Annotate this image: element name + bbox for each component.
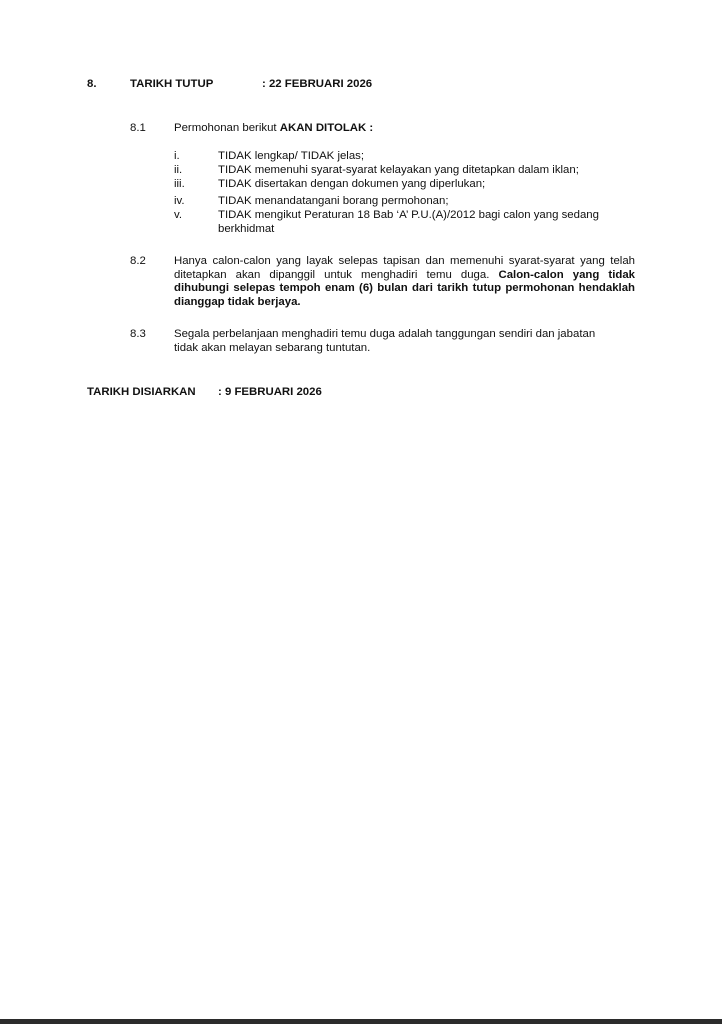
list-item-iv: TIDAK menandatangani borang permohonan; — [218, 195, 449, 207]
list-item-v: TIDAK mengikut Peraturan 18 Bab ‘A’ P.U.(A)/2012 bagi calon yang sedang berkhidmat — [218, 209, 599, 235]
item-8-2-number: 8.2 — [130, 255, 146, 267]
item-8-1-lead — [174, 122, 634, 136]
list-numeral-v: v. — [174, 209, 183, 221]
item-8-1-number: 8.1 — [130, 122, 146, 134]
list-numeral-iii: iii. — [174, 178, 185, 190]
list-numeral-iv: iv. — [174, 195, 185, 207]
closing-date: : 22 FEBRUARI 2026 — [262, 78, 373, 90]
list-item-i: TIDAK lengkap/ TIDAK jelas; — [218, 150, 365, 162]
publication-label: TARIKH DISIARKAN — [87, 386, 196, 398]
item-8-1-lead-bold: AKAN DITOLAK : — [279, 122, 374, 134]
section-number: 8. — [87, 78, 97, 90]
item-8-1-lead-text: Permohonan berikut — [174, 122, 280, 134]
publication-date: : 9 FEBRUARI 2026 — [218, 386, 322, 398]
list-numeral-i: i. — [174, 150, 180, 162]
item-8-2-bold-text: Calon-calon yang tidak dihubungi selepas tempoh enam (6) bulan dari tarikh tutup permohonan hendaklah dianggap tidak berjaya. — [174, 268, 635, 308]
list-item-ii: TIDAK memenuhi syarat-syarat kelayakan yang ditetapkan dalam iklan; — [218, 164, 579, 176]
item-8-2-paragraph — [174, 255, 635, 309]
item-8-3-paragraph: Segala perbelanjaan menghadiri temu duga adalah tanggungan sendiri dan jabatan tidak akan melayan sebarang tuntutan. — [174, 328, 596, 354]
section-title: TARIKH TUTUP — [130, 78, 214, 90]
item-8-3-number: 8.3 — [130, 328, 146, 340]
item-8-2-text: Hanya calon-calon yang layak selepas tapisan dan memenuhi syarat-syarat yang telah ditetapkan akan dipanggil untuk menghadiri temu duga. — [174, 255, 635, 281]
list-item-iii: TIDAK disertakan dengan dokumen yang diperlukan; — [218, 178, 486, 190]
list-numeral-ii: ii. — [174, 164, 183, 176]
bottom-edge-bar — [0, 1019, 722, 1024]
